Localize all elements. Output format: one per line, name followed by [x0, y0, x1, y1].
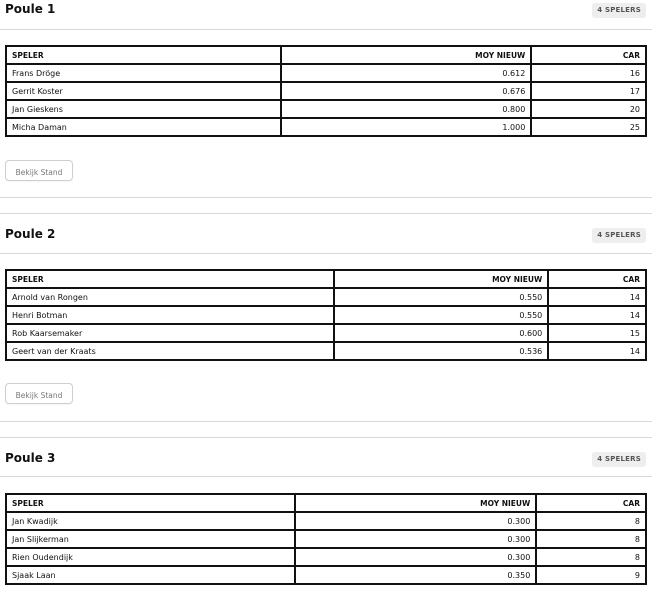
player-name: Gerrit Koster — [6, 82, 281, 100]
car-value: 9 — [536, 566, 646, 584]
moy-value: 0.300 — [295, 512, 536, 530]
table-header-row — [6, 270, 646, 288]
moy-value: 0.550 — [334, 306, 548, 324]
player-name: Sjaak Laan — [6, 566, 295, 584]
moy-value: 0.300 — [295, 530, 536, 548]
car-value: 8 — [536, 530, 646, 548]
car-value: 16 — [531, 64, 646, 82]
table-row — [6, 324, 646, 342]
divider — [0, 421, 652, 422]
divider — [0, 437, 652, 438]
moy-value: 1.000 — [281, 118, 531, 136]
moy-value: 0.300 — [295, 548, 536, 566]
column-header-moy: MOY NIEUW — [281, 46, 531, 64]
poule-title: Poule 3 — [5, 451, 56, 465]
moy-value: 0.676 — [281, 82, 531, 100]
view-standings-button[interactable]: Bekijk Stand — [5, 160, 73, 181]
column-header-moy: MOY NIEUW — [334, 270, 548, 288]
player-name: Frans Dröge — [6, 64, 281, 82]
table-row — [6, 288, 646, 306]
player-count-badge: 4 SPELERS — [592, 228, 646, 243]
view-standings-button[interactable]: Bekijk Stand — [5, 383, 73, 404]
moy-value: 0.350 — [295, 566, 536, 584]
player-name: Geert van der Kraats — [6, 342, 334, 360]
car-value: 20 — [531, 100, 646, 118]
car-value: 8 — [536, 512, 646, 530]
poule-section-3 — [0, 437, 652, 598]
car-value: 17 — [531, 82, 646, 100]
players-table — [5, 493, 647, 585]
player-name: Rien Oudendijk — [6, 548, 295, 566]
player-name: Micha Daman — [6, 118, 281, 136]
column-header-player: SPELER — [6, 270, 334, 288]
divider — [0, 213, 652, 214]
column-header-player: SPELER — [6, 494, 295, 512]
table-row — [6, 342, 646, 360]
moy-value: 0.536 — [334, 342, 548, 360]
column-header-car: CAR — [548, 270, 646, 288]
column-header-moy: MOY NIEUW — [295, 494, 536, 512]
car-value: 25 — [531, 118, 646, 136]
car-value: 15 — [548, 324, 646, 342]
car-value: 14 — [548, 342, 646, 360]
moy-value: 0.600 — [334, 324, 548, 342]
table-row — [6, 566, 646, 584]
table-row — [6, 100, 646, 118]
column-header-player: SPELER — [6, 46, 281, 64]
table-row — [6, 512, 646, 530]
player-name: Henri Botman — [6, 306, 334, 324]
table-row — [6, 82, 646, 100]
divider — [0, 476, 652, 477]
player-count-badge: 4 SPELERS — [592, 3, 646, 18]
table-header-row — [6, 46, 646, 64]
player-name: Arnold van Rongen — [6, 288, 334, 306]
table-row — [6, 118, 646, 136]
table-row — [6, 306, 646, 324]
moy-value: 0.800 — [281, 100, 531, 118]
moy-value: 0.550 — [334, 288, 548, 306]
table-row — [6, 548, 646, 566]
table-header-row — [6, 494, 646, 512]
divider — [0, 197, 652, 198]
players-table — [5, 269, 647, 361]
poule-header — [0, 0, 652, 22]
table-row — [6, 64, 646, 82]
player-name: Jan Gieskens — [6, 100, 281, 118]
column-header-car: CAR — [531, 46, 646, 64]
column-header-car: CAR — [536, 494, 646, 512]
poule-title: Poule 1 — [5, 2, 56, 16]
car-value: 8 — [536, 548, 646, 566]
poule-header — [0, 225, 652, 247]
player-name: Jan Slijkerman — [6, 530, 295, 548]
players-table — [5, 45, 647, 137]
moy-value: 0.612 — [281, 64, 531, 82]
car-value: 14 — [548, 288, 646, 306]
poule-section-2 — [0, 213, 652, 443]
player-name: Jan Kwadijk — [6, 512, 295, 530]
car-value: 14 — [548, 306, 646, 324]
divider — [0, 29, 652, 30]
player-name: Rob Kaarsemaker — [6, 324, 334, 342]
poule-title: Poule 2 — [5, 227, 56, 241]
divider — [0, 253, 652, 254]
poule-header — [0, 449, 652, 471]
player-count-badge: 4 SPELERS — [592, 452, 646, 467]
table-row — [6, 530, 646, 548]
